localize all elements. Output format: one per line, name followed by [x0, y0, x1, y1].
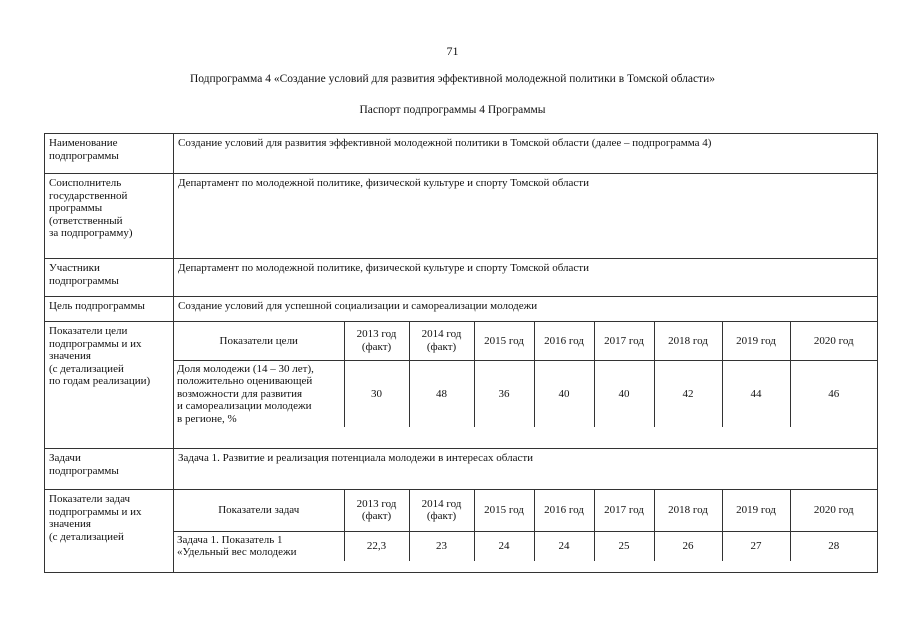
goal-indicators-table: [174, 322, 877, 427]
task-header-cell: 2016 год: [534, 490, 594, 531]
task-header-cell: Показатели задач: [174, 490, 344, 531]
task-value-cell: 25: [594, 531, 654, 561]
value-coexecutor: Департамент по молодежной политике, физической культуре и спорту Томской области: [174, 174, 878, 259]
task-value-cell: 27: [722, 531, 790, 561]
goal-header-cell: 2019 год: [722, 322, 790, 360]
row-goal-indicators: [45, 322, 878, 449]
row-goal: [45, 297, 878, 322]
task-value-cell: 24: [534, 531, 594, 561]
goal-header-cell: 2015 год: [474, 322, 534, 360]
task-value-cell: 24: [474, 531, 534, 561]
value-tasks: Задача 1. Развитие и реализация потенциала молодежи в интересах области: [174, 449, 878, 490]
task-value-cell: 22,3: [344, 531, 409, 561]
goal-value-cell: 44: [722, 360, 790, 427]
task-indicators-data-row: [174, 531, 877, 561]
goal-header-cell: 2017 год: [594, 322, 654, 360]
goal-value-cell: 42: [654, 360, 722, 427]
goal-value-cell: 36: [474, 360, 534, 427]
goal-indicators-data-row: [174, 360, 877, 427]
label-goal-indicators: Показатели цели подпрограммы и их значения (с детализацией по годам реализации): [45, 322, 174, 449]
goal-header-cell: 2016 год: [534, 322, 594, 360]
row-tasks: [45, 449, 878, 490]
task-indicator-name: Задача 1. Показатель 1 «Удельный вес молодежи: [174, 531, 344, 561]
goal-value-cell: 48: [409, 360, 474, 427]
label-tasks: Задачи подпрограммы: [45, 449, 174, 490]
task-header-cell: 2017 год: [594, 490, 654, 531]
label-coexecutor: Соисполнитель государственной программы (ответственный за подпрограмму): [45, 174, 174, 259]
label-participants: Участники подпрограммы: [45, 259, 174, 297]
task-header-cell: 2018 год: [654, 490, 722, 531]
row-task-indicators: [45, 490, 878, 573]
goal-value-cell: 40: [594, 360, 654, 427]
task-header-cell: 2013 год (факт): [344, 490, 409, 531]
task-value-cell: 28: [790, 531, 877, 561]
goal-header-cell: 2018 год: [654, 322, 722, 360]
task-value-cell: 23: [409, 531, 474, 561]
task-header-cell: 2019 год: [722, 490, 790, 531]
page-number: 71: [446, 44, 459, 58]
label-task-indicators: Показатели задач подпрограммы и их значения (с детализацией: [45, 490, 174, 573]
goal-value-cell: 46: [790, 360, 877, 427]
task-value-cell: 26: [654, 531, 722, 561]
row-participants: [45, 259, 878, 297]
row-coexecutor: [45, 174, 878, 259]
value-participants: Департамент по молодежной политике, физической культуре и спорту Томской области: [174, 259, 878, 297]
task-indicators-cell: [174, 490, 878, 573]
goal-header-cell: 2020 год: [790, 322, 877, 360]
task-indicators-table: [174, 490, 877, 561]
goal-header-cell: 2013 год (факт): [344, 322, 409, 360]
goal-indicators-cell: [174, 322, 878, 449]
document-subtitle: Паспорт подпрограммы 4 Программы: [359, 104, 546, 116]
passport-table: [44, 133, 878, 573]
goal-indicator-name: Доля молодежи (14 – 30 лет), положительно оценивающей возможности для развития и самореализации молодежи в регионе, %: [174, 360, 344, 427]
goal-value-cell: 30: [344, 360, 409, 427]
task-header-cell: 2015 год: [474, 490, 534, 531]
goal-header-cell: Показатели цели: [174, 322, 344, 360]
task-header-cell: 2020 год: [790, 490, 877, 531]
row-name: [45, 134, 878, 174]
task-header-cell: 2014 год (факт): [409, 490, 474, 531]
value-goal: Создание условий для успешной социализации и самореализации молодежи: [174, 297, 878, 322]
goal-header-cell: 2014 год (факт): [409, 322, 474, 360]
value-name: Создание условий для развития эффективной молодежной политики в Томской области (далее – подпрограмма 4): [174, 134, 878, 174]
document-title: Подпрограмма 4 «Создание условий для развития эффективной молодежной политики в Томской области»: [189, 73, 716, 85]
goal-value-cell: 40: [534, 360, 594, 427]
label-name: Наименование подпрограммы: [45, 134, 174, 174]
label-goal: Цель подпрограммы: [45, 297, 174, 322]
task-indicators-header-row: [174, 490, 877, 531]
goal-indicators-header-row: [174, 322, 877, 360]
